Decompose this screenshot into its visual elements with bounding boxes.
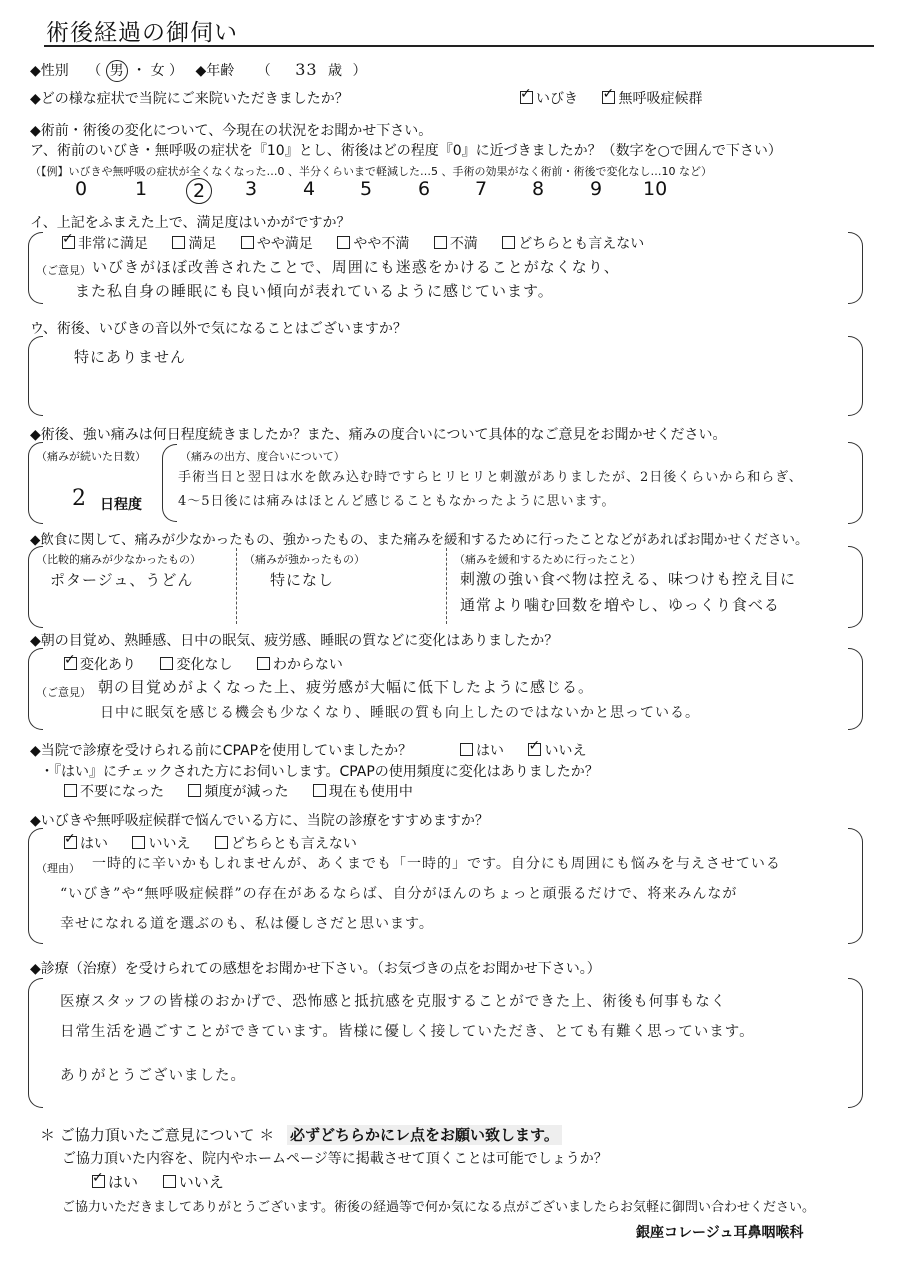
- checkbox-icon[interactable]: [528, 743, 541, 756]
- q3-option-somewhat-satisfied[interactable]: やや満足: [241, 233, 313, 253]
- scale-6[interactable]: 6: [418, 178, 431, 200]
- gender-label: ◆性別: [30, 63, 69, 79]
- checkbox-icon[interactable]: [132, 836, 145, 849]
- checkbox-icon[interactable]: [215, 836, 228, 849]
- q3-opinion-label: （ご意見）: [36, 264, 91, 277]
- profile-row: [30, 60, 366, 82]
- q10-line-3[interactable]: ありがとうございました。: [60, 1068, 246, 1084]
- q9-reason-line-2[interactable]: “いびき”や“無呼吸症候群”の存在があるならば、自分がほんのちょっと頑張るだけで、将来みんなが: [60, 886, 738, 902]
- q4-text: ウ、術後、いびきの音以外で気になることはございますか？: [30, 321, 407, 337]
- checkbox-icon[interactable]: [602, 91, 615, 104]
- q7-option-unknown[interactable]: わからない: [257, 654, 343, 674]
- age-label: ◆年齢: [195, 63, 235, 79]
- q4-bracket-right: [848, 336, 863, 416]
- scale-7[interactable]: 7: [475, 178, 488, 200]
- q8-option-yes[interactable]: はい: [460, 740, 504, 760]
- q5-text: ◆術後、強い痛みは何日程度続きましたか？また、痛みの度合いについて具体的なご意見をお聞かせください。: [30, 427, 727, 443]
- q6-text: ◆飲食に関して、痛みが少なかったもの、強かったもの、また痛みを緩和するために行ったことなどがあればお聞かせください。: [30, 532, 809, 548]
- q8-followup-option-still-using[interactable]: 現在も使用中: [313, 781, 413, 801]
- q5-bracket-right: [848, 442, 863, 524]
- footer-note-prefix: ＊ ご協力頂いたご意見について ＊: [40, 1126, 275, 1144]
- scale-9[interactable]: 9: [590, 178, 603, 200]
- checkbox-icon[interactable]: [241, 236, 254, 249]
- q5-days-unit: 日程度: [100, 497, 142, 513]
- footer-thanks: ご協力いただきましてありがとうございます。術後の経過等で何か気になる点がございましたらお気軽に御問い合わせください。: [62, 1200, 815, 1215]
- q9-option-neither[interactable]: どちらとも言えない: [215, 833, 357, 853]
- footer-option-yes[interactable]: ✓はい: [92, 1171, 138, 1192]
- scale-8[interactable]: 8: [532, 178, 545, 200]
- gender-female[interactable]: 女: [150, 63, 165, 79]
- q8-followup-options: [64, 781, 433, 801]
- q8-option-no[interactable]: ✓ いいえ: [528, 740, 586, 760]
- q2-scale: 0 1 2 3 4 5 6 7 8 9 10: [75, 178, 668, 202]
- q3-bracket-right: [848, 232, 863, 304]
- q8-followup: ・『はい』にチェックされた方にお伺いします。CPAPの使用頻度に変化はありましたか？: [40, 764, 599, 780]
- checkbox-icon[interactable]: [160, 657, 173, 670]
- clinic-name: 銀座コレージュ耳鼻咽喉科: [636, 1225, 804, 1241]
- q9-bracket-right: [848, 828, 863, 944]
- q10-bracket-right: [848, 978, 863, 1108]
- page-title: 術後経過の御伺い: [46, 20, 238, 46]
- checkbox-icon[interactable]: [313, 784, 326, 797]
- scale-3[interactable]: 3: [245, 178, 258, 200]
- q3-option-somewhat-dissatisfied[interactable]: やや不満: [337, 233, 409, 253]
- q8-options: [460, 740, 606, 760]
- q8-followup-option-reduced[interactable]: 頻度が減った: [188, 781, 288, 801]
- gender-open: （: [87, 63, 102, 79]
- checkbox-icon[interactable]: [502, 236, 515, 249]
- scale-10[interactable]: 10: [643, 178, 668, 200]
- checkbox-icon[interactable]: [172, 236, 185, 249]
- q3-option-satisfied[interactable]: 満足: [172, 233, 216, 253]
- q9-options: [64, 833, 377, 853]
- checkbox-icon[interactable]: [92, 1175, 105, 1188]
- gender-close: ）: [169, 63, 184, 79]
- q10-line-2[interactable]: 日常生活を過ごすことができています。皆様に優しく接していただき、とても有難く思っています。: [60, 1024, 755, 1040]
- checkbox-icon[interactable]: [434, 236, 447, 249]
- q3-options: [62, 233, 664, 253]
- scale-5[interactable]: 5: [360, 178, 373, 200]
- q7-text: ◆朝の目覚め、熟睡感、日中の眠気、疲労感、睡眠の質などに変化はありましたか？: [30, 633, 559, 649]
- q3-opinion-line-2[interactable]: また私自身の睡眠にも良い傾向が表れているように感じています。: [75, 282, 554, 300]
- q6-divider-2: [446, 548, 447, 624]
- q3-option-very-satisfied[interactable]: ✓非常に満足: [62, 233, 148, 253]
- q1-option-snoring[interactable]: ✓ いびき: [520, 88, 578, 108]
- q5-days-label: （痛みが続いた日数）: [36, 450, 146, 463]
- checkbox-icon[interactable]: [257, 657, 270, 670]
- scale-1[interactable]: 1: [135, 178, 148, 200]
- q5-days-value[interactable]: 2: [72, 486, 86, 511]
- q7-option-changed[interactable]: ✓変化あり: [64, 654, 136, 674]
- footer-question: ご協力頂いた内容を、院内やホームページ等に掲載させて頂くことは可能でしょうか？: [62, 1151, 608, 1167]
- q7-opinion-line-1[interactable]: 朝の目覚めがよくなった上、疲労感が大幅に低下したように感じる。: [98, 678, 595, 696]
- q7-opinion-line-2[interactable]: 日中に眠気を感じる機会も少なくなり、睡眠の質も向上したのではないかと思っている。: [100, 705, 700, 721]
- gender-sep: ・: [132, 63, 147, 79]
- q1-text: ◆どの様な症状で当院にご来院いただきましたか？: [30, 91, 349, 107]
- q5-detail-label: （痛みの出方、度合いについて）: [180, 450, 345, 463]
- q9-reason-line-3[interactable]: 幸せになれる道を選ぶのも、私は優しさだと思います。: [60, 916, 434, 932]
- q5-bracket-left-inner: [162, 444, 177, 522]
- q7-bracket-right: [848, 648, 863, 730]
- title-divider: [44, 45, 874, 47]
- checkbox-icon[interactable]: [520, 91, 533, 104]
- q9-text: ◆いびきや無呼吸症候群で悩んでいる方に、当院の診療をすすめますか？: [30, 813, 489, 829]
- q3-text: イ、上記をふまえた上で、満足度はいかがですか？: [30, 215, 351, 231]
- q9-option-no[interactable]: いいえ: [132, 833, 190, 853]
- q1-option-apnea[interactable]: ✓ 無呼吸症候群: [602, 88, 702, 108]
- checkbox-icon[interactable]: [64, 784, 77, 797]
- q9-reason-label: （理由）: [36, 862, 80, 875]
- footer-options: [92, 1171, 244, 1192]
- footer-option-no[interactable]: いいえ: [163, 1171, 224, 1192]
- q4-bracket-left: [28, 336, 43, 416]
- q9-bracket-left: [28, 828, 43, 944]
- q7-options: [64, 654, 363, 674]
- gender-male[interactable]: 男: [106, 60, 128, 82]
- checkbox-icon[interactable]: [163, 1175, 176, 1188]
- footer-note: [40, 1124, 562, 1145]
- scale-4[interactable]: 4: [303, 178, 316, 200]
- q10-bracket-left: [28, 978, 43, 1108]
- checkbox-icon[interactable]: [64, 836, 77, 849]
- q8-followup-option-unneeded[interactable]: 不要になった: [64, 781, 164, 801]
- q1-options: [520, 88, 722, 108]
- q3-option-dissatisfied[interactable]: 不満: [434, 233, 478, 253]
- q6-col2-answer[interactable]: 特になし: [270, 571, 335, 589]
- footer-note-emphasis: 必ずどちらかにレ点をお願い致します。: [287, 1125, 562, 1145]
- checkbox-icon[interactable]: [188, 784, 201, 797]
- q6-col3-line-1[interactable]: 刺激の強い食べ物は控える、味つけも控え目に: [460, 570, 797, 588]
- checkbox-icon[interactable]: [64, 657, 77, 670]
- q3-option-neither[interactable]: どちらとも言えない: [502, 233, 644, 253]
- q9-reason-line-1[interactable]: 一時的に辛いかもしれませんが、あくまでも「一時的」です。自分にも周囲にも悩みを与えさせている: [92, 856, 781, 872]
- q7-opinion-label: （ご意見）: [36, 686, 91, 699]
- q6-col1-label: （比較的痛みが少なかったもの）: [36, 553, 201, 566]
- age-open: （: [256, 63, 271, 79]
- scale-0[interactable]: 0: [75, 178, 88, 200]
- checkbox-icon[interactable]: [337, 236, 350, 249]
- q6-divider-1: [236, 548, 237, 624]
- checkbox-icon[interactable]: [62, 236, 75, 249]
- q5-detail-line-1[interactable]: 手術当日と翌日は水を飲み込む時ですらヒリヒリと刺激がありましたが、2日後くらいから和らぎ、: [178, 470, 803, 485]
- age-value[interactable]: 33: [295, 60, 318, 79]
- q6-bracket-right: [848, 546, 863, 628]
- q10-text: ◆診療（治療）を受けられての感想をお聞かせ下さい。（お気づきの点をお聞かせ下さい。）: [30, 961, 601, 977]
- q9-option-yes[interactable]: ✓はい: [64, 833, 108, 853]
- age-close: ）: [352, 63, 367, 79]
- q10-line-1[interactable]: 医療スタッフの皆様のおかげで、恐怖感と抵抗感を克服することができた上、術後も何事もなく: [60, 994, 727, 1010]
- q6-col3-line-2[interactable]: 通常より噛む回数を増やし、ゆっくり食べる: [460, 596, 780, 614]
- q6-col3-label: （痛みを緩和するために行ったこと）: [454, 553, 641, 566]
- q6-col2-label: （痛みが強かったもの）: [244, 553, 365, 566]
- age-unit: 歳: [328, 63, 342, 79]
- q6-col1-answer[interactable]: ポタージュ、うどん: [50, 571, 194, 589]
- q5-detail-line-2[interactable]: 4〜5日後には痛みはほとんど感じることもなかったように思います。: [178, 494, 616, 509]
- q8-text: ◆当院で診療を受けられる前にCPAPを使用していましたか？: [30, 743, 413, 759]
- checkbox-icon[interactable]: [460, 743, 473, 756]
- q2-sub-a: ア、術前のいびき・無呼吸の症状を『10』とし、術後はどの程度『0』に近づきましたか？（数字を○で囲んで下さい）: [30, 143, 782, 159]
- q3-opinion-line-1[interactable]: いびきがほぼ改善されたことで、周囲にも迷惑をかけることがなくなり、: [92, 258, 620, 276]
- q4-answer[interactable]: 特にありません: [74, 348, 187, 366]
- q2-example: （【例】いびきや無呼吸の症状が全くなくなった…0 、半分くらいまで軽減した…5 、手術の効果がなく術前・術後で変化なし…10 など）: [30, 165, 712, 178]
- q2-text: ◆術前・術後の変化について、今現在の状況をお聞かせ下さい。: [30, 123, 433, 139]
- q7-option-unchanged[interactable]: 変化なし: [160, 654, 232, 674]
